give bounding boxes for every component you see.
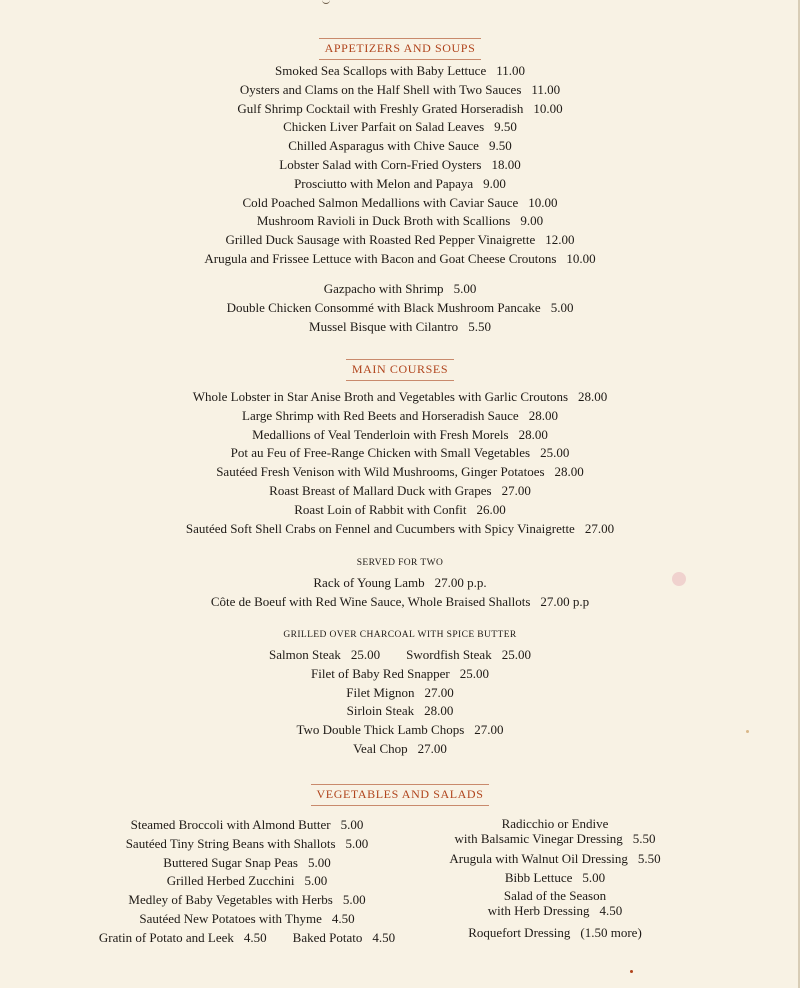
menu-item: Arugula with Walnut Oil Dressing 5.50 [449, 851, 661, 866]
menu-item: Radicchio or Endive with Balsamic Vinegar Dressing 5.50 [454, 816, 656, 846]
menu-item: Sautéed New Potatoes with Thyme 4.50 [139, 910, 355, 926]
stain-mark [672, 572, 686, 586]
appetizers-heading: APPETIZERS AND SOUPS [319, 38, 482, 60]
menu-item: Smoked Sea Scallops with Baby Lettuce 11.00 [275, 63, 525, 78]
menu-item: Rack of Young Lamb 27.00 p.p. [313, 575, 487, 590]
menu-item: Roast Loin of Rabbit with Confit 26.00 [294, 501, 506, 517]
grilled-heading: GRILLED OVER CHARCOAL WITH SPICE BUTTER [283, 630, 517, 640]
menu-item: Salad of the Season with Herb Dressing 4.50 [487, 887, 623, 918]
menu-item: Filet Mignon 27.00 [346, 684, 454, 700]
menu-item: Pot au Feu of Free-Range Chicken with Small Vegetables 25.00 [230, 445, 570, 461]
grilled-section [0, 628, 800, 759]
ink-dot [746, 730, 749, 733]
menu-item: Medley of Baby Vegetables with Herbs 5.00 [128, 892, 366, 908]
menu-item: Steamed Broccoli with Almond Butter 5.00 [130, 817, 364, 832]
main-list [0, 388, 800, 538]
menu-item: Double Chicken Consommé with Black Mushroom Pancake 5.00 [226, 299, 574, 315]
menu-item: Buttered Sugar Snap Peas 5.00 [163, 854, 331, 870]
menu-item: Filet of Baby Red Snapper 25.00 [311, 665, 489, 681]
menu-item: Sautéed Tiny String Beans with Shallots 5.00 [125, 835, 369, 851]
appetizers-section [0, 38, 800, 60]
menu-item: Oysters and Clams on the Half Shell with Two Sauces 11.00 [239, 81, 561, 97]
menu-item: Whole Lobster in Star Anise Broth and Vegetables with Garlic Croutons 28.00 [192, 389, 608, 404]
menu-item: Mussel Bisque with Cilantro 5.50 [309, 318, 491, 334]
menu-item: Sirloin Steak 28.00 [346, 703, 454, 719]
vegetables-heading: VEGETABLES AND SALADS [311, 784, 490, 806]
menu-item: Gazpacho with Shrimp 5.00 [323, 281, 477, 296]
menu-item: Prosciutto with Melon and Papaya 9.00 [294, 175, 506, 191]
menu-item: Cold Poached Salmon Medallions with Caviar Sauce 10.00 [242, 194, 558, 210]
top-ornament [322, 0, 330, 4]
menu-item: Lobster Salad with Corn-Fried Oysters 18.00 [279, 156, 521, 172]
menu-item: Gulf Shrimp Cocktail with Freshly Grated Horseradish 10.00 [237, 100, 563, 116]
menu-item: Mushroom Ravioli in Duck Broth with Scallions 9.00 [256, 213, 544, 229]
menu-item: Roast Breast of Mallard Duck with Grapes 27.00 [269, 482, 531, 498]
menu-item: Veal Chop 27.00 [353, 740, 447, 756]
vegetables-left-column [82, 816, 412, 948]
main-heading: MAIN COURSES [346, 359, 454, 381]
appetizers-list [0, 62, 800, 269]
menu-item: Medallions of Veal Tenderloin with Fresh Morels 28.00 [252, 426, 548, 442]
menu-item: Sautéed Soft Shell Crabs on Fennel and Cucumbers with Spicy Vinaigrette 27.00 [185, 520, 615, 536]
menu-item: Bibb Lettuce 5.00 [504, 869, 606, 885]
ink-dot [630, 970, 633, 973]
menu-item-pair: Salmon Steak 25.00 Swordfish Steak 25.00 [269, 647, 531, 662]
soups-list [0, 280, 800, 336]
menu-item: Chilled Asparagus with Chive Sauce 9.50 [288, 138, 512, 154]
main-section [0, 359, 800, 381]
menu-item: Grilled Herbed Zucchini 5.00 [166, 873, 328, 889]
served-for-two-heading: SERVED FOR TWO [356, 558, 444, 568]
menu-item: Large Shrimp with Red Beets and Horseradish Sauce 28.00 [242, 407, 558, 423]
menu-item: Sautéed Fresh Venison with Wild Mushrooms, Ginger Potatoes 28.00 [216, 464, 584, 480]
menu-item-pair: Gratin of Potato and Leek 4.50 Baked Potato 4.50 [98, 929, 396, 945]
vegetables-section [0, 784, 800, 806]
menu-item: Two Double Thick Lamb Chops 27.00 [296, 722, 504, 738]
menu-item: Roquefort Dressing (1.50 more) [468, 924, 642, 940]
menu-item: Chicken Liver Parfait on Salad Leaves 9.50 [283, 119, 517, 135]
menu-item: Arugula and Frissee Lettuce with Bacon and Goat Cheese Croutons 10.00 [204, 250, 596, 266]
menu-item: Côte de Boeuf with Red Wine Sauce, Whole Braised Shallots 27.00 p.p [210, 593, 590, 609]
menu-item: Grilled Duck Sausage with Roasted Red Pepper Vinaigrette 12.00 [225, 232, 575, 248]
vegetables-right-column [425, 816, 685, 942]
